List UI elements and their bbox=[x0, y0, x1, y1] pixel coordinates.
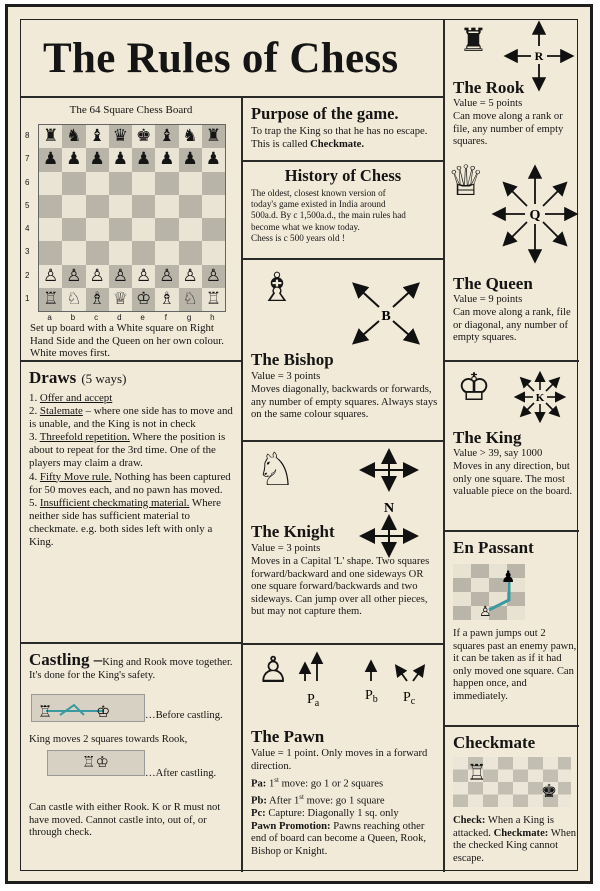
svg-text:♖: ♖ bbox=[38, 702, 53, 721]
board-square bbox=[202, 265, 225, 288]
draws-item bbox=[29, 392, 235, 405]
draws-item-text: Where neither side has sufficient material to checkmate. e.g. both sides left with only a King. bbox=[29, 496, 221, 549]
check-label: Check: bbox=[453, 815, 486, 826]
king-title: The King bbox=[453, 428, 522, 447]
draws-item-name: Threefold repetition. bbox=[39, 431, 130, 444]
draws-heading bbox=[29, 368, 126, 387]
checkmate-def: When the checked King cannot escape. bbox=[453, 827, 577, 864]
board-square bbox=[132, 148, 155, 171]
chess-piece: ♙ bbox=[112, 265, 128, 286]
chess-piece: ♜ bbox=[205, 126, 221, 146]
board-square bbox=[179, 148, 202, 171]
chess-piece: ♟ bbox=[89, 149, 105, 170]
promotion-label: Pawn Promotion: bbox=[251, 820, 331, 832]
board-square bbox=[62, 265, 85, 288]
pawn-section bbox=[243, 645, 443, 872]
chess-piece: ♟ bbox=[136, 149, 152, 170]
board-square bbox=[155, 125, 178, 148]
chess-piece: ♟ bbox=[182, 149, 198, 170]
rank-label: 5 bbox=[25, 200, 30, 210]
pawn-value: Value = 1 point. Only moves in a forward direction. bbox=[251, 748, 428, 772]
king-text: Moves in any direction, but only one square. The most valuable piece on the board. bbox=[453, 461, 573, 498]
poster-frame bbox=[20, 19, 578, 871]
board-square bbox=[109, 218, 132, 241]
board-square bbox=[202, 218, 225, 241]
board-square bbox=[202, 241, 225, 264]
svg-text:Pc bbox=[403, 690, 416, 707]
pa-text: move: go 1 or 2 squares bbox=[278, 778, 384, 790]
rank-label: 2 bbox=[25, 270, 30, 280]
draws-item-text: Nothing has been captured for 50 moves each, and no pawn has moved. bbox=[29, 470, 231, 496]
file-label: a bbox=[47, 313, 52, 322]
board-square bbox=[202, 288, 225, 311]
board-square bbox=[109, 265, 132, 288]
board-square bbox=[86, 288, 109, 311]
page-title: The Rules of Chess bbox=[43, 35, 399, 82]
queen-piece-icon: ♕ bbox=[447, 156, 485, 205]
rank-labels bbox=[25, 124, 37, 312]
board-square bbox=[39, 148, 62, 171]
bishop-title: The Bishop bbox=[251, 350, 334, 369]
board-square bbox=[86, 148, 109, 171]
rook-text: Can move along a rank or file, any number of empty squares. bbox=[453, 111, 564, 148]
board-square bbox=[62, 195, 85, 218]
history-line: today's game existed in India around bbox=[251, 199, 386, 210]
chess-piece: ♘ bbox=[66, 288, 82, 309]
board-square bbox=[62, 241, 85, 264]
en-passant-section bbox=[445, 532, 579, 725]
draws-item bbox=[29, 431, 235, 470]
file-label: h bbox=[210, 313, 215, 322]
history-section bbox=[243, 162, 443, 258]
history-line: become what we know today. bbox=[251, 221, 360, 232]
draws-section bbox=[21, 362, 241, 642]
chess-piece: ♜ bbox=[43, 126, 59, 146]
file-label: b bbox=[70, 313, 76, 322]
draws-item-name: Stalemate bbox=[39, 405, 83, 418]
castling-title: Castling – bbox=[29, 650, 103, 669]
chess-piece: ♟ bbox=[159, 149, 175, 170]
board-square bbox=[155, 288, 178, 311]
draws-title: Draws bbox=[29, 368, 77, 387]
chess-piece: ♘ bbox=[182, 288, 198, 309]
chess-piece: ♙ bbox=[136, 265, 152, 286]
board-square bbox=[109, 288, 132, 311]
board-section bbox=[21, 98, 241, 360]
purpose-section bbox=[243, 98, 443, 160]
bishop-value: Value = 3 points bbox=[251, 371, 321, 382]
board-square bbox=[179, 288, 202, 311]
board-square bbox=[202, 172, 225, 195]
chess-piece: ♗ bbox=[159, 288, 175, 309]
rook-title: The Rook bbox=[453, 78, 525, 97]
board-square bbox=[202, 148, 225, 171]
castling-middle-text: King moves 2 squares towards Rook, bbox=[29, 734, 188, 745]
castling-after-label: …After castling. bbox=[145, 768, 217, 779]
castling-before-label: …Before castling. bbox=[145, 710, 223, 721]
queen-title: The Queen bbox=[453, 274, 533, 293]
castling-section bbox=[21, 644, 241, 872]
en-passant-arrow-icon bbox=[453, 564, 525, 620]
board-square bbox=[39, 288, 62, 311]
board-square bbox=[39, 195, 62, 218]
pa-prefix: 1 bbox=[266, 778, 275, 790]
knight-letter: N bbox=[383, 501, 395, 516]
board-square bbox=[109, 241, 132, 264]
board-square bbox=[179, 195, 202, 218]
pb-sup: st bbox=[299, 793, 304, 802]
history-title: History of Chess bbox=[284, 166, 402, 185]
board-square bbox=[39, 125, 62, 148]
knight-value: Value = 3 points bbox=[251, 543, 321, 554]
board-square bbox=[86, 195, 109, 218]
checkmate-text bbox=[453, 815, 579, 865]
board-square bbox=[86, 172, 109, 195]
draws-item-text: – where one side has to move and is unable, and the King is not in check bbox=[29, 405, 233, 431]
chess-piece: ♟ bbox=[43, 149, 59, 170]
draws-item-name: Insufficient checkmating material. bbox=[39, 496, 190, 509]
chess-piece: ♖ bbox=[205, 288, 221, 309]
board-square bbox=[202, 125, 225, 148]
chess-piece: ♙ bbox=[205, 265, 221, 286]
file-label: f bbox=[164, 313, 167, 322]
checkmate-diagram bbox=[453, 757, 571, 807]
checkmate-rook-icon: ♖ bbox=[467, 761, 487, 786]
pc-label: Pc: bbox=[251, 808, 266, 820]
purpose-body: To trap the King so that he has no escape. This is called bbox=[251, 126, 428, 150]
board-square bbox=[179, 218, 202, 241]
board-square bbox=[62, 218, 85, 241]
draws-item-number: 4. bbox=[29, 470, 40, 483]
chess-piece: ♟ bbox=[205, 149, 221, 170]
king-section bbox=[445, 362, 579, 530]
checkmate-section bbox=[445, 727, 579, 872]
draws-item-number: 1. bbox=[29, 392, 40, 404]
file-label: c bbox=[94, 313, 99, 322]
board-square bbox=[62, 172, 85, 195]
board-square bbox=[179, 241, 202, 264]
rank-label: 7 bbox=[25, 154, 30, 164]
chess-piece: ♟ bbox=[112, 149, 128, 170]
king-piece-icon: ♔ bbox=[457, 365, 492, 409]
queen-value: Value = 9 points bbox=[453, 294, 523, 305]
bishop-move-arrows-icon bbox=[347, 276, 429, 350]
knight-title: The Knight bbox=[251, 522, 335, 541]
board-square bbox=[86, 125, 109, 148]
draws-item-number: 2. bbox=[29, 405, 40, 418]
history-line: Chess is c 500 years old ! bbox=[251, 232, 345, 243]
board-square bbox=[179, 125, 202, 148]
svg-text:Pb bbox=[365, 688, 378, 705]
promotion-text: Pawns reaching other end of board can become a Queen, Rook, Bishop or Knight. bbox=[251, 820, 427, 858]
file-label: d bbox=[117, 313, 122, 322]
queen-letter: Q bbox=[529, 208, 541, 223]
board-square bbox=[155, 195, 178, 218]
queen-section bbox=[445, 156, 579, 360]
king-letter: K bbox=[535, 392, 545, 404]
pc-text: Capture: Diagonally 1 sq. only bbox=[265, 808, 399, 820]
board-square bbox=[132, 172, 155, 195]
board-square bbox=[155, 241, 178, 264]
board-square bbox=[109, 195, 132, 218]
svg-text:♙: ♙ bbox=[479, 604, 492, 620]
draws-list bbox=[29, 392, 235, 549]
chess-piece: ♙ bbox=[159, 265, 175, 286]
queen-move-arrows-icon bbox=[491, 162, 579, 266]
bishop-section bbox=[243, 260, 443, 440]
chess-piece: ♕ bbox=[112, 288, 128, 309]
chess-piece: ♞ bbox=[182, 126, 198, 146]
chess-piece: ♙ bbox=[182, 265, 198, 286]
pb-subscript: b bbox=[372, 694, 378, 705]
rank-label: 6 bbox=[25, 177, 30, 187]
bishop-text: Moves diagonally, backwards or forwards, any number of empty squares. Always stays on the same colour squares. bbox=[251, 384, 438, 421]
chess-piece: ♗ bbox=[89, 288, 105, 309]
draws-item-number: 3. bbox=[29, 431, 40, 444]
knight-piece-icon: ♘ bbox=[255, 442, 297, 496]
checkmate-label: Checkmate: bbox=[493, 827, 549, 839]
chess-piece: ♝ bbox=[89, 126, 105, 146]
rank-label: 1 bbox=[25, 293, 30, 303]
pawn-rule-pc bbox=[251, 808, 441, 821]
rank-label: 4 bbox=[25, 224, 30, 233]
file-label: e bbox=[140, 313, 145, 322]
pawn-promotion bbox=[251, 821, 441, 859]
pa-subscript: a bbox=[314, 698, 320, 709]
draws-item-name: Fifty Move rule. bbox=[39, 470, 112, 483]
en-passant-title: En Passant bbox=[453, 538, 534, 557]
draws-item bbox=[29, 405, 235, 431]
board-square bbox=[62, 148, 85, 171]
draws-count: (5 ways) bbox=[81, 371, 127, 386]
history-text bbox=[251, 188, 443, 244]
chess-piece: ♝ bbox=[159, 126, 175, 146]
board-square bbox=[132, 241, 155, 264]
board-square bbox=[155, 218, 178, 241]
chess-piece: ♙ bbox=[66, 265, 82, 286]
history-line: The oldest, closest known version of bbox=[251, 188, 386, 198]
draws-item-name: Offer and accept bbox=[39, 392, 113, 404]
bishop-letter: B bbox=[381, 309, 391, 324]
chess-board bbox=[38, 124, 226, 312]
board-square bbox=[132, 218, 155, 241]
board-square bbox=[86, 241, 109, 264]
board-square bbox=[132, 265, 155, 288]
purpose-bold: Checkmate. bbox=[310, 138, 364, 150]
purpose-title: Purpose of the game. bbox=[251, 104, 399, 123]
board-square bbox=[155, 148, 178, 171]
knight-move-arrows-icon bbox=[353, 448, 429, 560]
pawn-move-diagram bbox=[297, 651, 437, 709]
history-line: 500a.d. By c 1,500a.d., the main rules had bbox=[251, 210, 406, 221]
svg-text:♔: ♔ bbox=[96, 702, 111, 721]
rook-letter: R bbox=[534, 49, 544, 63]
pb-prefix: After 1 bbox=[266, 795, 300, 807]
pb-label: Pb: bbox=[251, 795, 267, 807]
file-label: g bbox=[186, 313, 192, 322]
board-square bbox=[62, 125, 85, 148]
pb-symbol: P bbox=[365, 688, 373, 703]
castling-intro-block bbox=[29, 650, 237, 682]
board-square bbox=[179, 172, 202, 195]
board-square bbox=[132, 125, 155, 148]
pc-subscript: c bbox=[410, 696, 416, 707]
board-square bbox=[39, 241, 62, 264]
board-setup-text: Set up board with a White square on Right Hand Side and the Queen on her own colour. White moves first. bbox=[30, 322, 224, 360]
check-text: When a King is attacked. bbox=[453, 815, 555, 839]
draws-item-number: 5. bbox=[29, 496, 40, 509]
board-square bbox=[179, 265, 202, 288]
castled-rook-icon: ♖♔ bbox=[82, 753, 109, 771]
pawn-title: The Pawn bbox=[251, 727, 325, 746]
board-square bbox=[155, 172, 178, 195]
board-square bbox=[39, 172, 62, 195]
pawn-piece-icon: ♙ bbox=[257, 650, 290, 691]
chess-piece: ♖ bbox=[43, 288, 59, 309]
draws-item-text: Where the position is about to repeat for the 3rd time. One of the players may claim a draw. bbox=[29, 431, 226, 470]
board-square bbox=[155, 265, 178, 288]
chess-piece: ♞ bbox=[66, 126, 82, 146]
board-square bbox=[109, 148, 132, 171]
knight-section bbox=[243, 442, 443, 642]
poster bbox=[5, 4, 593, 884]
pb-text: move: go 1 square bbox=[303, 795, 385, 807]
board-square bbox=[86, 265, 109, 288]
king-value: Value > 39, say 1000 bbox=[453, 448, 543, 459]
pa-symbol: P bbox=[307, 692, 315, 707]
board-square bbox=[62, 288, 85, 311]
board-caption: The 64 Square Chess Board bbox=[69, 104, 193, 116]
pawn-rule-pa bbox=[251, 774, 441, 791]
castling-arrows-icon bbox=[32, 695, 144, 721]
pa-label: Pa: bbox=[251, 778, 267, 790]
en-passant-diagram bbox=[453, 564, 525, 620]
castling-intro: King and Rook move together. It's done for the King's safety. bbox=[29, 657, 233, 681]
en-passant-text: If a pawn jumps out 2 squares past an enemy pawn, it can be taken as if it had only moved one square. Can happen once, and immediately. bbox=[453, 628, 577, 702]
svg-text:♟: ♟ bbox=[501, 567, 516, 586]
svg-text:Pa bbox=[307, 692, 320, 709]
board-square bbox=[39, 265, 62, 288]
board-square bbox=[202, 195, 225, 218]
chess-piece: ♛ bbox=[112, 126, 128, 146]
chess-piece: ♙ bbox=[89, 265, 105, 286]
board-square bbox=[109, 172, 132, 195]
board-square bbox=[39, 218, 62, 241]
bishop-piece-icon: ♗ bbox=[259, 265, 295, 311]
board-square bbox=[109, 125, 132, 148]
knight-text: Moves in a Capital 'L' shape. Two squares forward/backward and one sideways OR one square forward/backwards and two sideways. Can jump over all other pieces, but may not capture them. bbox=[251, 556, 430, 618]
draws-item bbox=[29, 497, 235, 549]
rank-label: 8 bbox=[25, 131, 30, 140]
rank-label: 3 bbox=[25, 247, 30, 257]
board-square bbox=[86, 218, 109, 241]
king-move-arrows-icon bbox=[513, 370, 567, 424]
castling-text: Can castle with either Rook. K or R must not have moved. Cannot castle into, out of, or through check. bbox=[29, 802, 221, 839]
rook-piece-icon: ♜ bbox=[459, 21, 488, 59]
rook-section bbox=[445, 20, 579, 148]
title-block bbox=[21, 20, 443, 96]
purpose-text bbox=[251, 126, 441, 151]
board-square bbox=[132, 288, 155, 311]
pawn-rule-pb bbox=[251, 791, 441, 808]
checkmate-title: Checkmate bbox=[453, 733, 536, 752]
pa-sup: st bbox=[274, 776, 279, 784]
chess-piece: ♟ bbox=[66, 149, 82, 170]
chess-piece: ♔ bbox=[136, 288, 152, 309]
castling-after-diagram bbox=[47, 750, 145, 776]
castling-before-diagram bbox=[31, 694, 145, 722]
draws-item bbox=[29, 471, 235, 497]
board-square bbox=[132, 195, 155, 218]
pc-symbol: P bbox=[403, 690, 411, 705]
pawn-rules bbox=[251, 774, 441, 859]
queen-text: Can move along a rank, file or diagonal, any number of empty squares. bbox=[453, 307, 571, 344]
rook-value: Value = 5 points bbox=[453, 98, 523, 109]
checkmate-king-icon: ♚ bbox=[541, 781, 558, 802]
chess-piece: ♚ bbox=[136, 126, 152, 146]
chess-piece: ♙ bbox=[43, 265, 59, 286]
